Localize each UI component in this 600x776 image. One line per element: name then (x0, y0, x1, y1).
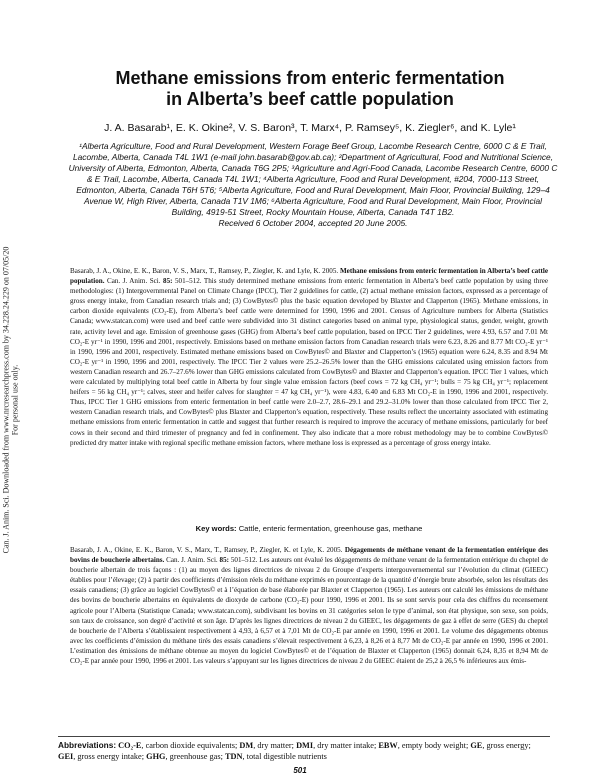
download-watermark (0, 200, 22, 600)
abbr-item: DMI, dry matter intake; (296, 741, 377, 750)
abbr-item: CO₂-E, carbon dioxide equivalents; (118, 741, 238, 750)
personal-use-note: For personal use only. (10, 364, 20, 436)
resume-citation: Basarab, J. A., Okine, E. K., Baron, V. S., Marx, T., Ramsey, P., Ziegler, K. et Lyle, K. 2005. (70, 546, 343, 554)
keywords (70, 524, 548, 533)
title-line-1: Methane emissions from enteric fermentation (115, 68, 505, 88)
keywords-label: Key words: (195, 524, 237, 533)
abbreviations (58, 740, 550, 762)
abstract-title: Methane emissions from enteric fermentation in Alberta’s beef cattle population. (70, 267, 549, 286)
page-number: 501 (293, 766, 307, 775)
download-note: Can. J. Anim. Sci. Downloaded from www.nrcresearchpress.com by 34.228.24.229 on 07/05/20 (1, 246, 11, 554)
affiliations (68, 141, 558, 229)
abbr-item: DM, dry matter; (239, 741, 294, 750)
keywords-text: Cattle, enteric fermentation, greenhouse gas, methane (238, 524, 423, 533)
received-dates: Received 6 October 2004, accepted 20 June 2005. (218, 218, 408, 228)
footnote-divider (58, 736, 550, 737)
resume-title: Dégagements de méthane venant de la fermentation entérique des bovins de boucherie albertains. (70, 546, 549, 565)
abbreviations-label: Abbreviations: (58, 740, 117, 750)
abstract-journal: Can. J. Anim. Sci. (106, 277, 161, 286)
article-title (60, 68, 560, 110)
affiliation-text: ¹Alberta Agriculture, Food and Rural Development, Western Forage Beef Group, Lacombe Research Centre, 6000 C & E Trail, Lacombe, Alberta, Canada T4L 1W1 (e-mail john.basarab@gov.ab.ca); ²Department of Agricultural, Food and Nutritional Science, University of Alberta, Edmonton, Alberta, Canada T6G 2P5; ³Agriculture and Agri-Food Canada, Lacombe Research Centre, 6000 C & E Trail, Lacombe, Alberta, Canada T4L 1W1; ⁴Alberta Agriculture, Food and Rural Development, #204, 7000-113 Street, Edmonton, Alberta, Canada T6H 5T6; ⁵Alberta Agriculture, Food and Rural Development, Main Floor, Provincial Building, 129–4 Avenue W, High River, Alberta, Canada T1V 1M6; ⁶Alberta Agriculture, Food and Rural Development, Main Floor, Provincial Building, 4919-51 Street, Rocky Mountain House, Alberta, Canada T4T 1B2. (68, 141, 558, 217)
abstract-volume: 85: (163, 277, 173, 286)
resume-body: 501–512. Les auteurs ont évalué les dégagements de méthane venant de la fermentation entérique du cheptel de boucherie albertain de trois façons : (1) au moyen des lignes directrices de niveau 2 du Groupe d’experts intergouvernemental sur l’évolution du climat (GIEEC) établies pour l’élevage; (2) à partir des coefficients d’émission réels du méthane exprimés en pourcentage de la quantité d’énergie brute absorbée, selon les résultats des essais canadiens; (3) grâce au logiciel CowBytes© et à l’équation de base élaborée par Blaxter et Clapperton (1965). Les auteurs ont calculé les émissions de méthane des bovins de boucherie albertains en équivalents de dioxyde de carbone (CO₂-E) pour 1990, 1996 et 2001. Ils se sont servis pour cela des chiffres du recensement agricole pour l’Alberta (Statistique Canada; www.statcan.com), subdivisant les bovins en 31 catégories selon le type d’animal, son état physique, son sexe, son poids, son taux de croissance, son degré d’activité et son âge. D’après les lignes directrices de niveau 2 du GIEEC, les dégagements de gaz à effet de serre (GES) du cheptel de boucherie de l’Alberta s’établissaient respectivement à 4,93, à 6,57 et à 7,01 Mt de CO₂-E par année en 1990, 1996 et 2001. Le volume des dégagements obtenus avec les coefficients d’émission du méthane tirés des essais canadiens s’élevait respectivement à 6,23, à 8,26 et à 8,77 Mt de CO₂-E par année en 1990, 1996 et 2001. L’estimation des émissions de méthane obtenue au moyen du logiciel CowBytes© et de l’équation de Blaxter et Clapperton (1965) donnait 6,24, 8,35 et 8,94 Mt de CO₂-E par année pour 1990, 1996 et 2001. Les valeurs s’appuyant sur les lignes directrices de niveau 2 du GIEEC étaient de 25,2 à 26,5 % inférieures aux émis- (70, 556, 549, 666)
author-list: J. A. Basarab¹, E. K. Okine², V. S. Baron³, T. Marx⁴, P. Ramsey⁵, K. Ziegler⁶, and K. Lyle¹ (104, 122, 516, 134)
abbr-item: GEI, gross energy intake; (58, 752, 145, 761)
abbr-item: GE, gross energy; (470, 741, 531, 750)
abbr-item: GHG, greenhouse gas; (146, 752, 223, 761)
resume-journal: Can. J. Anim. Sci. (166, 556, 218, 565)
abbr-item: TDN, total digestible nutrients (224, 752, 327, 761)
abstract-en (70, 266, 548, 448)
abstract-body: 501–512. This study determined methane emissions from enteric fermentation in Alberta’s beef cattle population by using three methodologies: (1) Intergovernmental Panel on Climate Change (IPCC), Tier 2 guidelines for cattle, (2) actual methane emission factors, expressed as a percentage of gross energy intake, from Canadian research trials and; (3) CowBytes© plus the basic equation developed by Blaxter and Clapperton (1965). Methane emissions, in carbon dioxide equivalents (CO₂-E), from Alberta’s beef cattle were determined for 1990, 1996 and 2001. Census of Agriculture numbers for Alberta (Statistics Canada; www.statcan.com) were used and beef cattle were subdivided into 31 distinct categories based on animal type, physiological status, gender, weight, growth rate, activity level and age. Emission of greenhouse gases (GHG) from Alberta’s beef cattle population, based on IPCC Tier 2 guidelines, were 4.93, 6.57 and 7.01 Mt CO₂-E yr⁻¹ in 1990, 1996 and 2001, respectively. Emissions based on methane emission factors from Canadian research trials were 6.23, 8.26 and 8.77 Mt CO₂-E yr⁻¹ in 1990, 1996 and 2001, respectively. Estimated methane emissions based on CowBytes© and Blaxter and Clapperton’s (1965) equation were 6.24, 8.35 and 8.94 Mt CO₂-E yr⁻¹ in 1990, 1996 and 2001, respectively. The IPCC Tier 2 values were 25.2–26.5% lower than the GHG emissions calculated using emission factors from western Canadian research and 26.7–27.6% lower than GHG emissions calculated from CowBytes© and Blaxter and Clapperton’s equation. IPCC Tier 1 values, which were calculated by multiplying total beef cattle in Alberta by four single value emission factors (beef cows = 72 kg CH₄ yr⁻¹; bulls = 75 kg CH₄ yr⁻¹; replacement heifers = 56 kg CH₄ yr⁻¹; calves, steer and heifer calves for slaughter = 47 kg CH₄ yr⁻¹), were 4.83, 6.40 and 6.83 Mt CO₂-E in 1990, 1996 and 2001, respectively. Thus, IPCC Tier 1 GHG emissions from enteric fermentation in beef cattle were 2.0–2.7, 28.6–29.1 and 29.2–31.0% lower than those calculated from IPCC Tier 2, western Canadian research trials, and CowBytes© plus Blaxter and Clapperton’s equation, respectively. These results reflect the uncertainty associated with estimating methane emissions from enteric fermentation in cattle and suggest that further research is required to improve the accuracy of methane emissions, particularly for beef cows in their second and third trimester of pregnancy and fed in confinement. They also indicate that a more robust methodology may be to combine CowBytes© predicted dry matter intake with regional specific methane emission factors, where methane loss is expressed as a percentage of gross energy intake. (70, 277, 548, 447)
abbr-item: EBW, empty body weight; (378, 741, 469, 750)
resume-volume: 85: (219, 556, 230, 565)
abstract-fr (70, 545, 548, 666)
title-line-2: in Alberta’s beef cattle population (166, 89, 454, 109)
abstract-citation: Basarab, J. A., Okine, E. K., Baron, V. S., Marx, T., Ramsey, P., Ziegler, K. and Lyle, K. 2005. (70, 267, 339, 275)
